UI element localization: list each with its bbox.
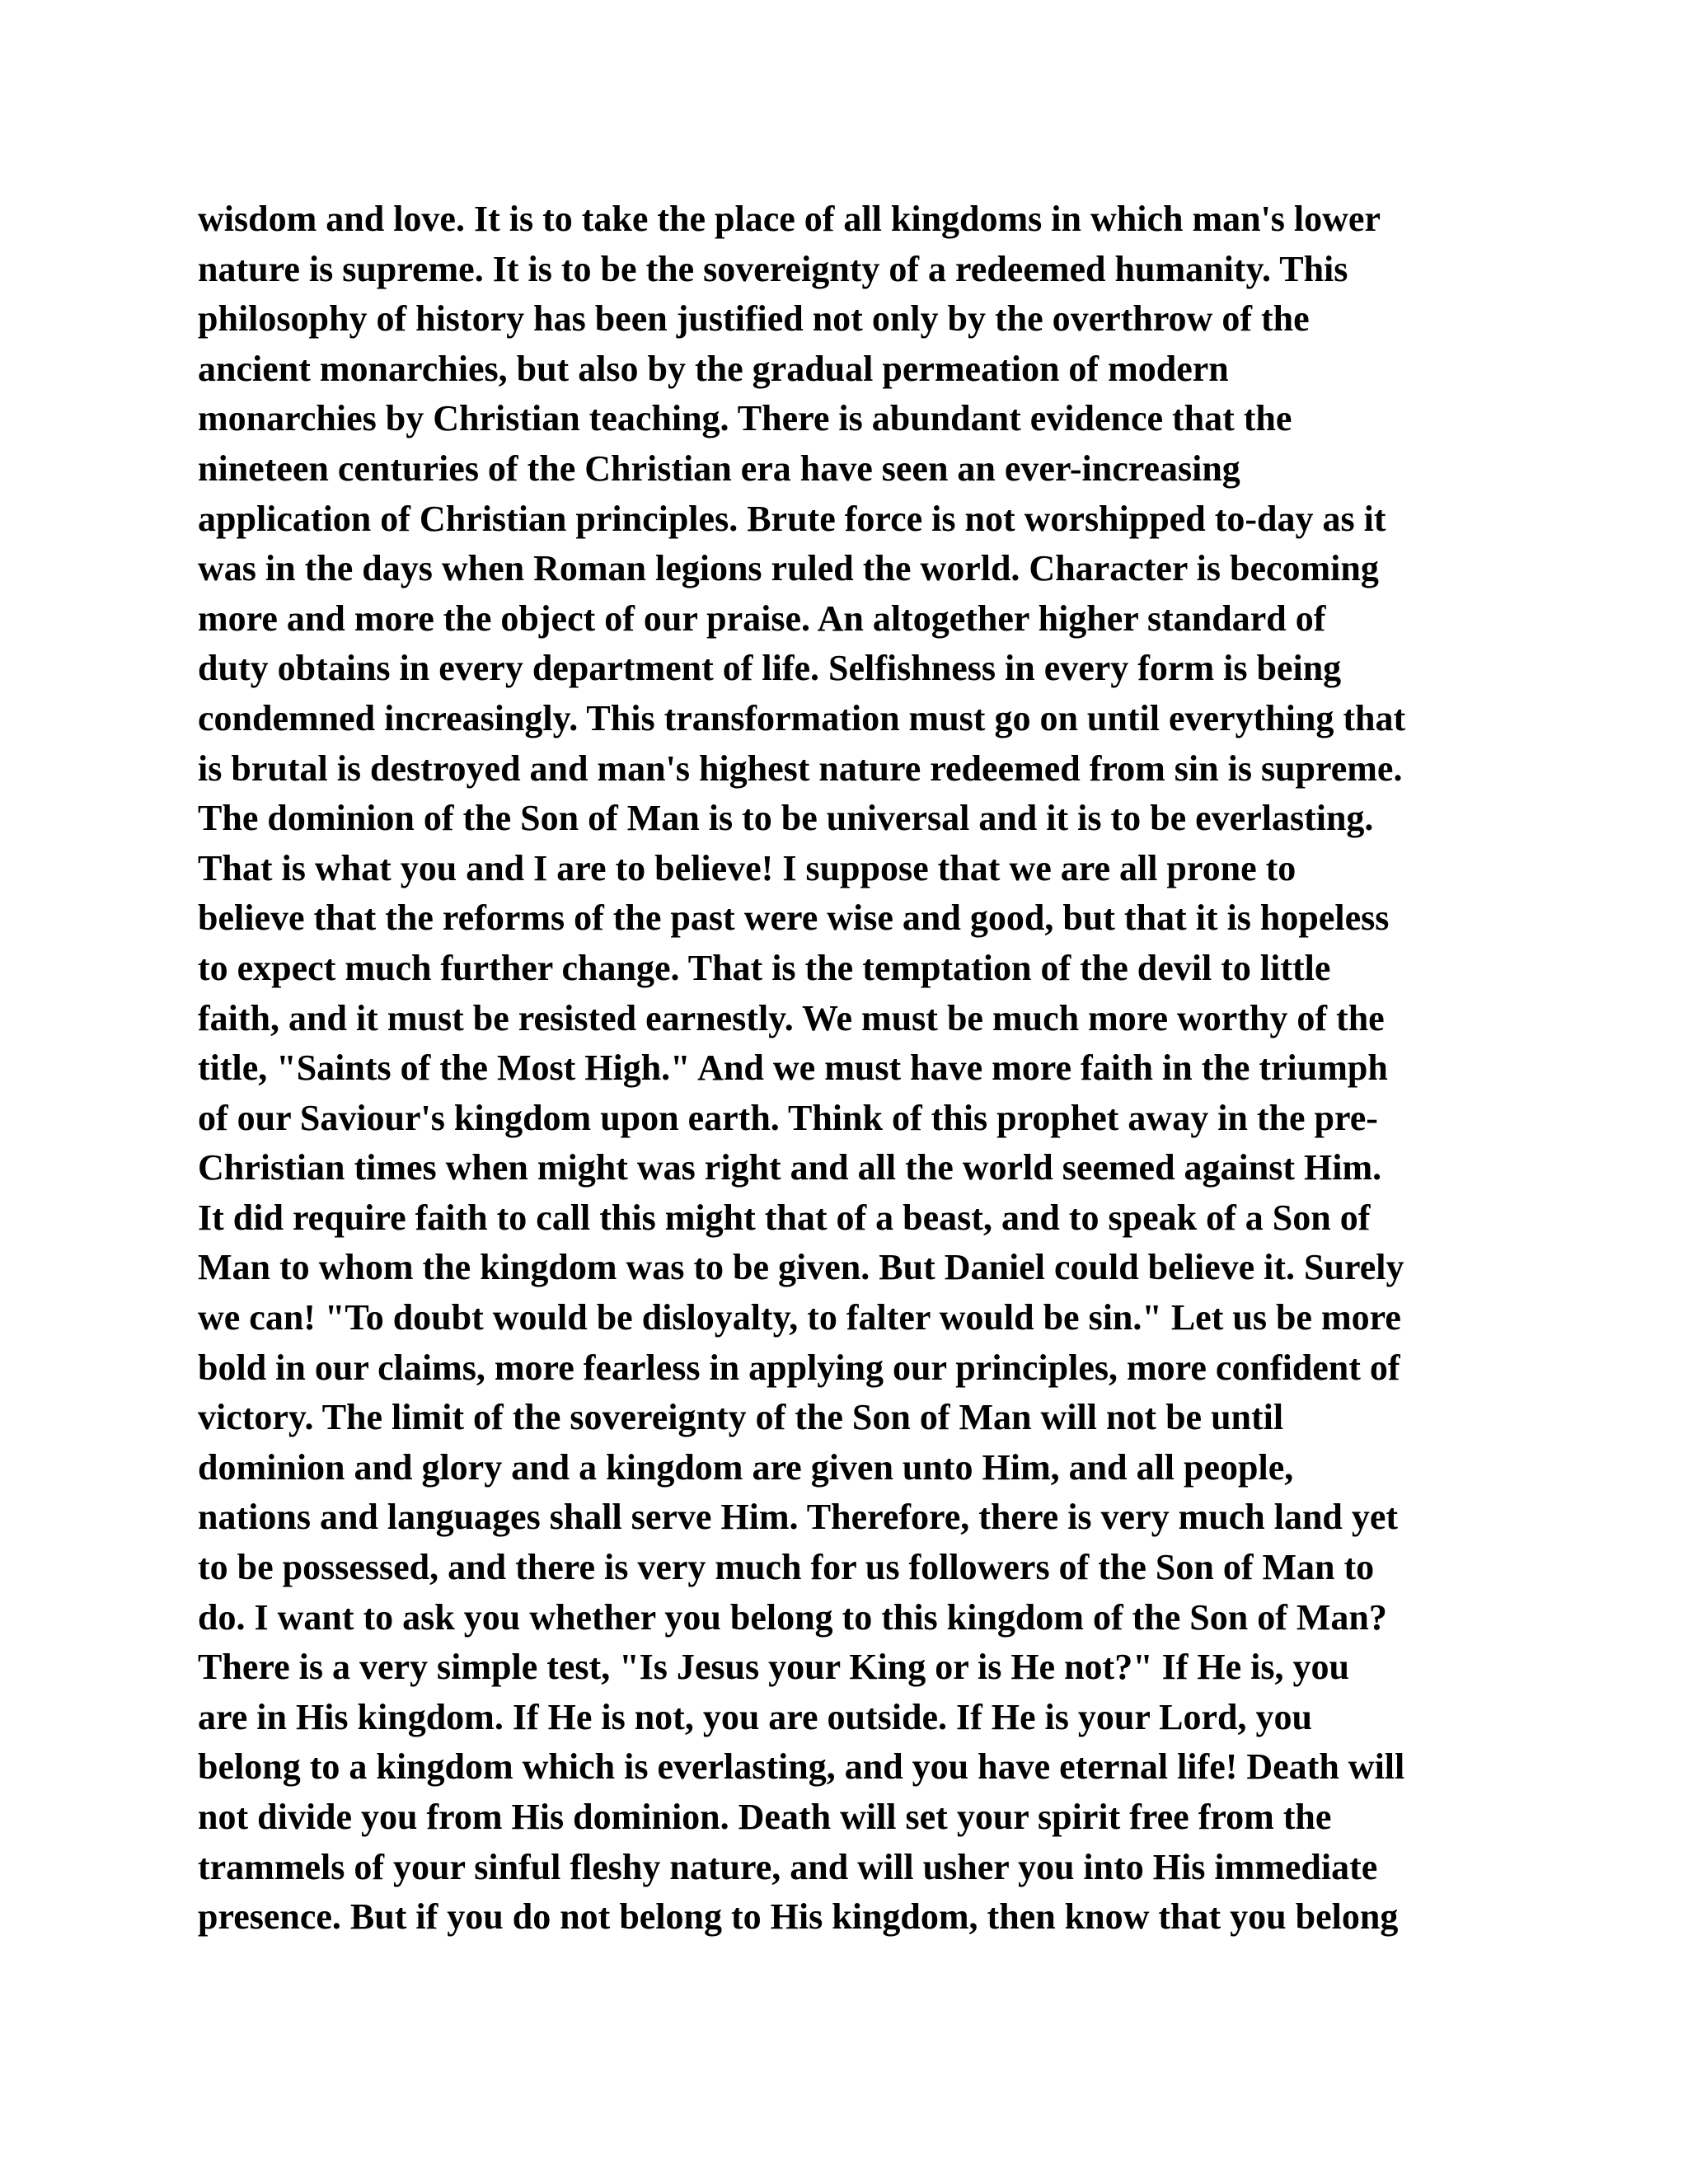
text-line: to be possessed, and there is very much for us followers of the Son of Man to	[198, 1547, 1375, 1588]
text-line: Man to whom the kingdom was to be given. But Daniel could believe it. Surely	[198, 1247, 1404, 1288]
text-line: believe that the reforms of the past were wise and good, but that it is hopeless	[198, 898, 1390, 939]
text-line: bold in our claims, more fearless in applying our principles, more confident of	[198, 1347, 1400, 1388]
text-line: condemned increasingly. This transformation must go on until everything that	[198, 697, 1406, 738]
text-line: It did require faith to call this might that of a beast, and to speak of a Son of	[198, 1197, 1371, 1238]
text-line: do. I want to ask you whether you belong to this kingdom of the Son of Man?	[198, 1596, 1387, 1638]
text-line: is brutal is destroyed and man's highest nature redeemed from sin is supreme.	[198, 748, 1403, 789]
text-line: wisdom and love. It is to take the place of all kingdoms in which man's lower	[198, 199, 1381, 239]
text-line: victory. The limit of the sovereignty of the Son of Man will not be until	[198, 1397, 1284, 1438]
text-line: monarchies by Christian teaching. There is abundant evidence that the	[198, 398, 1292, 439]
text-line: dominion and glory and a kingdom are given unto Him, and all people,	[198, 1446, 1294, 1488]
text-line: belong to a kingdom which is everlasting, and you have eternal life! Death will	[198, 1746, 1405, 1788]
text-line: nineteen centuries of the Christian era have seen an ever-increasing	[198, 448, 1240, 489]
text-line: title, "Saints of the Most High." And we must have more faith in the triumph	[198, 1047, 1388, 1089]
text-line: application of Christian principles. Brute force is not worshipped to-day as it	[198, 498, 1386, 539]
text-line: Christian times when might was right and all the world seemed against Him.	[198, 1147, 1382, 1188]
text-line: faith, and it must be resisted earnestly. We must be much more worthy of the	[198, 997, 1385, 1038]
text-line: That is what you and I are to believe! I suppose that we are all prone to	[198, 847, 1296, 888]
text-line: are in His kingdom. If He is not, you are outside. If He is your Lord, you	[198, 1696, 1312, 1737]
text-line: presence. But if you do not belong to His kingdom, then know that you belong	[198, 1896, 1399, 1938]
text-line: philosophy of history has been justified not only by the overthrow of the	[198, 298, 1310, 340]
text-line: we can! "To doubt would be disloyalty, to falter would be sin." Let us be more	[198, 1297, 1401, 1338]
text-line: The dominion of the Son of Man is to be universal and it is to be everlasting.	[198, 798, 1374, 839]
text-line: was in the days when Roman legions ruled the world. Character is becoming	[198, 548, 1379, 589]
text-line: of our Saviour's kingdom upon earth. Think of this prophet away in the pre-	[198, 1097, 1378, 1138]
text-line: There is a very simple test, "Is Jesus your King or is He not?" If He is, you	[198, 1647, 1349, 1688]
body-text	[198, 194, 1484, 1943]
text-line: duty obtains in every department of life. Selfishness in every form is being	[198, 648, 1342, 689]
text-line: more and more the object of our praise. An altogether higher standard of	[198, 598, 1326, 639]
text-line: to expect much further change. That is the temptation of the devil to little	[198, 947, 1331, 988]
text-line: trammels of your sinful fleshy nature, and will usher you into His immediate	[198, 1846, 1378, 1887]
text-line: nations and languages shall serve Him. Therefore, there is very much land yet	[198, 1497, 1399, 1538]
text-line: ancient monarchies, but also by the gradual permeation of modern	[198, 348, 1229, 389]
text-line: nature is supreme. It is to be the sovereignty of a redeemed humanity. This	[198, 248, 1348, 289]
text-line: not divide you from His dominion. Death will set your spirit free from the	[198, 1797, 1332, 1837]
